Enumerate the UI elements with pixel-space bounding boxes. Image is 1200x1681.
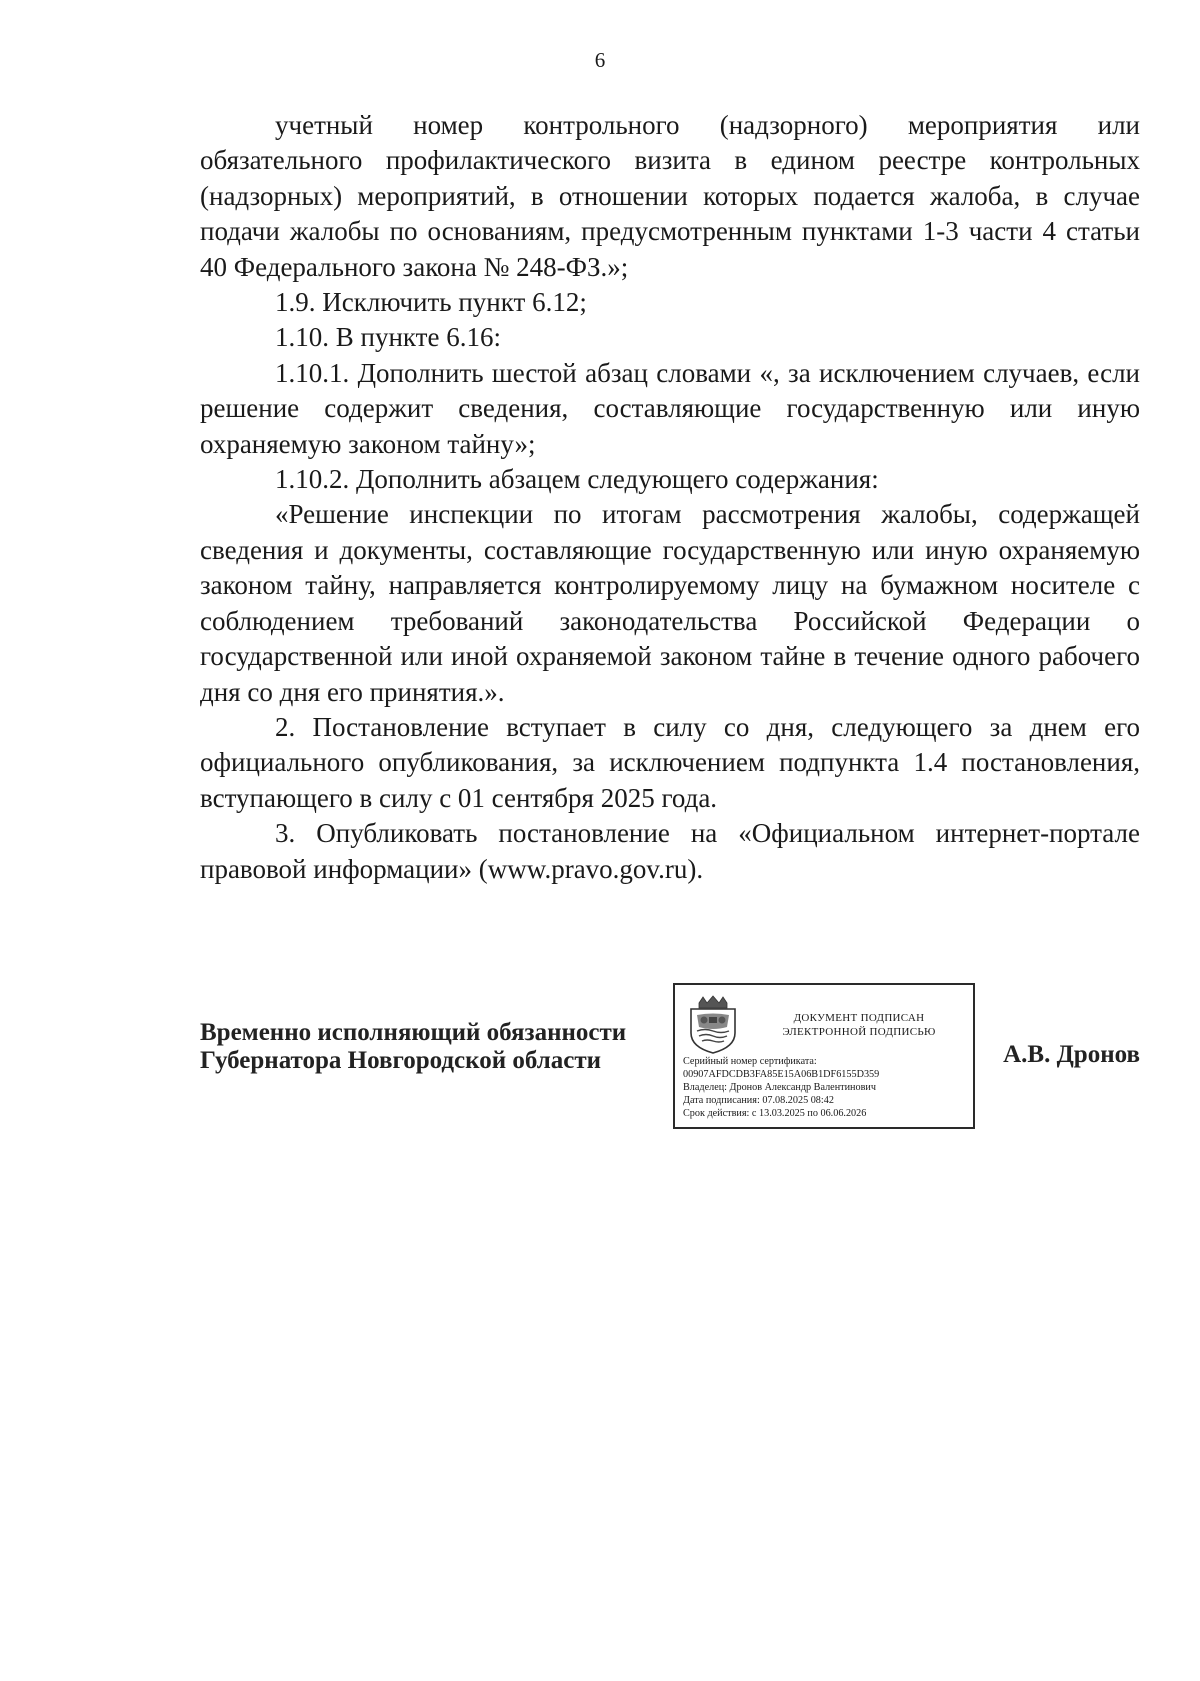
paragraph-3-publication: 3. Опубликовать постановление на «Официальном интернет-портале правовой информации» (www.pravo.gov.ru). bbox=[200, 818, 1140, 884]
novgorod-coat-of-arms-icon bbox=[687, 995, 739, 1055]
paragraph-1-10-1: 1.10.1. Дополнить шестой абзац словами «, за исключением случаев, если решение содержит сведения, составляющие государственную или иную охраняемую законом тайну»; bbox=[200, 357, 1140, 459]
signer-title-line-2: Губернатора Новгородской области bbox=[200, 1047, 602, 1074]
stamp-details bbox=[683, 1055, 879, 1120]
paragraph-1-10-2: 1.10.2. Дополнить абзацем следующего содержания: bbox=[275, 464, 879, 495]
electronic-signature-stamp bbox=[673, 983, 975, 1129]
paragraph-registry-number: учетный номер контрольного (надзорного) мероприятия или обязательного профилактического визита в едином реестре контрольных (надзорных) мероприятий, в отношении которых подается жалоба, в случае подачи жалобы по основаниям, предусмотренным пунктами 1-3 части 4 статьи 40 Федерального закона № 248-ФЗ.»; bbox=[200, 110, 1140, 282]
stamp-heading-line-2: ЭЛЕКТРОННОЙ ПОДПИСЬЮ bbox=[782, 1026, 936, 1038]
stamp-signed-date: Дата подписания: 07.08.2025 08:42 bbox=[683, 1095, 834, 1106]
stamp-heading bbox=[753, 1011, 965, 1039]
signature-block bbox=[200, 983, 1140, 1153]
stamp-heading-line-1: ДОКУМЕНТ ПОДПИСАН bbox=[793, 1012, 925, 1024]
document-body bbox=[200, 108, 1140, 887]
paragraph-1-10: 1.10. В пункте 6.16: bbox=[275, 322, 501, 353]
signer-title bbox=[200, 1019, 626, 1075]
signer-name: А.В. Дронов bbox=[1003, 1041, 1140, 1068]
page-number: 6 bbox=[594, 48, 606, 72]
stamp-validity: Срок действия: с 13.03.2025 по 06.06.2026 bbox=[683, 1108, 867, 1119]
paragraph-inspection-decision: «Решение инспекции по итогам рассмотрения жалобы, содержащей сведения и документы, составляющие государственную или иную охраняемую законом тайну, направляется контролируемому лицу на бумажном носителе с соблюдением требований законодательства Российской Федерации о государственной или иной охраняемой законом тайне в течение одного рабочего дня со дня его принятия.». bbox=[200, 499, 1140, 707]
paragraph-1-9: 1.9. Исключить пункт 6.12; bbox=[275, 287, 587, 318]
paragraph-2-effective-date: 2. Постановление вступает в силу со дня, следующего за днем его официального опубликования, за исключением подпункта 1.4 постановления, вступающего в силу с 01 сентября 2025 года. bbox=[200, 711, 1140, 813]
stamp-serial-value: 00907AFDCDB3FA85E15A06B1DF6155D359 bbox=[683, 1069, 880, 1080]
signer-title-line-1: Временно исполняющий обязанности bbox=[200, 1019, 627, 1046]
stamp-owner: Владелец: Дронов Александр Валентинович bbox=[683, 1082, 876, 1093]
stamp-serial-label: Серийный номер сертификата: bbox=[683, 1056, 817, 1067]
